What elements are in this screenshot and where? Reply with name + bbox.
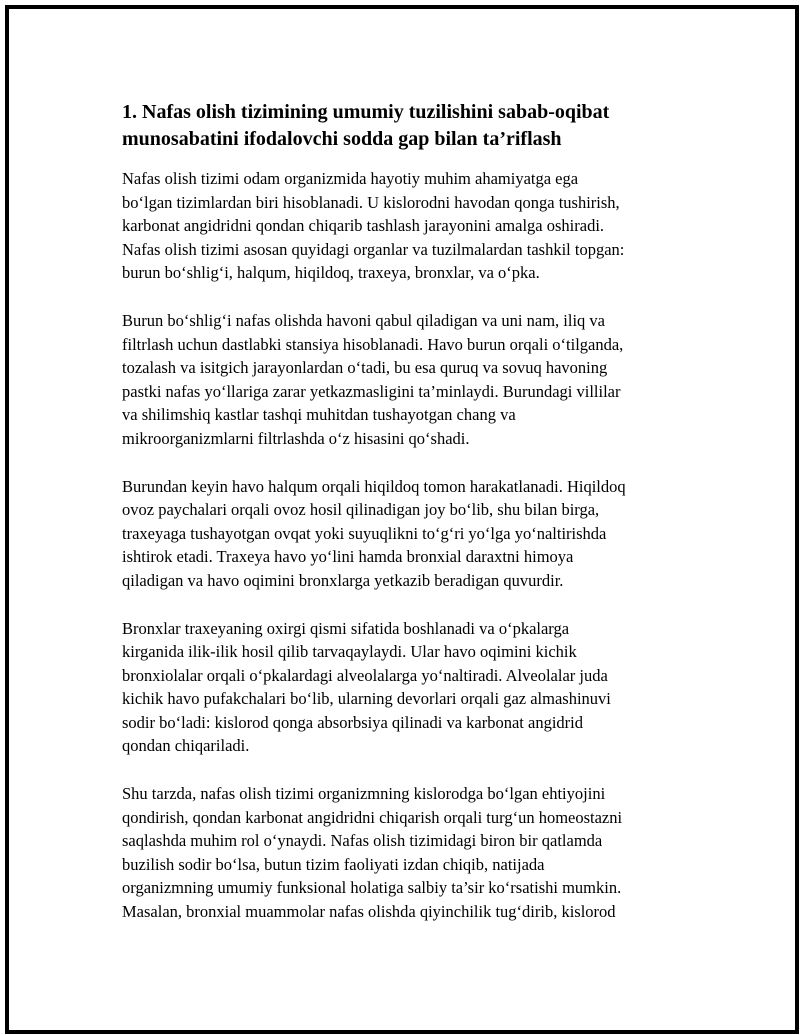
text-line: Nafas olish tizimi odam organizmida hayotiy muhim ahamiyatga ega xyxy=(122,169,579,188)
text-line: kichik havo pufakchalari bo‘lib, ularning devorlari orqali gaz almashinuvi xyxy=(122,689,611,709)
text-line: Shu tarzda, nafas olish tizimi organizmning kislorodga bo‘lgan ehtiyojini xyxy=(122,784,606,804)
heading-line: munosabatini ifodalovchi sodda gap bilan ta’riflash xyxy=(122,128,562,150)
heading-line: 1. Nafas olish tizimining umumiy tuzilishini sabab-oqibat xyxy=(122,101,610,123)
text-line: ovoz paychalari orqali ovoz hosil qilinadigan joy bo‘lib, shu bilan birga, xyxy=(122,500,600,520)
text-line: filtrlash uchun dastlabki stansiya hisoblanadi. Havo burun orqali o‘tilganda, xyxy=(122,334,624,354)
paragraph xyxy=(122,309,702,451)
text-line: karbonat angidridni qondan chiqarib tashlash jarayonini amalga oshiradi. xyxy=(122,216,605,236)
text-line: Masalan, bronxial muammolar nafas olishda qiyinchilik tug‘dirib, kislorod xyxy=(122,902,616,922)
text-line: burun bo‘shlig‘i, halqum, hiqildoq, traxeya, bronxlar, va o‘pka. xyxy=(122,263,540,283)
paragraph xyxy=(122,475,702,593)
text-line: sodir bo‘ladi: kislorod qonga absorbsiya qilinadi va karbonat angidrid xyxy=(122,712,583,732)
text-line: bronxiolalar orqali o‘pkalardagi alveolalarga yo‘naltiradi. Alveolalar juda xyxy=(122,665,608,685)
text-line: traxeyaga tushayotgan ovqat yoki suyuqlikni to‘g‘ri yo‘lga yo‘naltirishda xyxy=(122,523,607,543)
text-line: organizmning umumiy funksional holatiga salbiy ta’sir ko‘rsatishi mumkin. xyxy=(122,878,622,898)
text-line: pastki nafas yo‘llariga zarar yetkazmasligini ta’minlaydi. Burundagi villilar xyxy=(122,381,621,401)
paragraph xyxy=(122,167,702,285)
text-line: qondan chiqariladi. xyxy=(122,736,250,756)
text-line: mikroorganizmlarni filtrlashda o‘z hisasini qo‘shadi. xyxy=(122,428,470,448)
section-heading xyxy=(122,99,702,153)
text-line: qiladigan va havo oqimini bronxlarga yetkazib beradigan quvurdir. xyxy=(122,570,564,590)
paragraph xyxy=(122,782,702,924)
text-line: ishtirok etadi. Traxeya havo yo‘lini hamda bronxial daraxtni himoya xyxy=(122,547,574,567)
text-line: saqlashda muhim rol o‘ynaydi. Nafas olish tizimidagi biron bir qatlamda xyxy=(122,831,603,851)
text-line: Nafas olish tizimi asosan quyidagi organlar va tuzilmalardan tashkil topgan: xyxy=(122,239,625,259)
text-line: bo‘lgan tizimlardan biri hisoblanadi. U kislorodni havodan qonga tushirish, xyxy=(122,192,620,212)
page-frame xyxy=(5,5,799,1034)
text-line: Burundan keyin havo halqum orqali hiqildoq tomon harakatlanadi. Hiqildoq xyxy=(122,476,626,496)
text-line: Burun bo‘shlig‘i nafas olishda havoni qabul qiladigan va uni nam, iliq va xyxy=(122,310,605,330)
text-line: buzilish sodir bo‘lsa, butun tizim faoliyati izdan chiqib, natijada xyxy=(122,854,545,874)
text-line: Bronxlar traxeyaning oxirgi qismi sifatida boshlanadi va o‘pkalarga xyxy=(122,618,570,638)
text-line: kirganida ilik-ilik hosil qilib tarvaqaylaydi. Ular havo oqimini kichik xyxy=(122,642,577,662)
paragraph xyxy=(122,617,702,759)
document-body xyxy=(122,99,702,948)
text-line: qondirish, qondan karbonat angidridni chiqarish orqali turg‘un homeostazni xyxy=(122,807,623,827)
text-line: tozalash va isitgich jarayonlardan o‘tadi, bu esa quruq va sovuq havoning xyxy=(122,358,608,378)
text-line: va shilimshiq kastlar tashqi muhitdan tushayotgan chang va xyxy=(122,405,516,425)
